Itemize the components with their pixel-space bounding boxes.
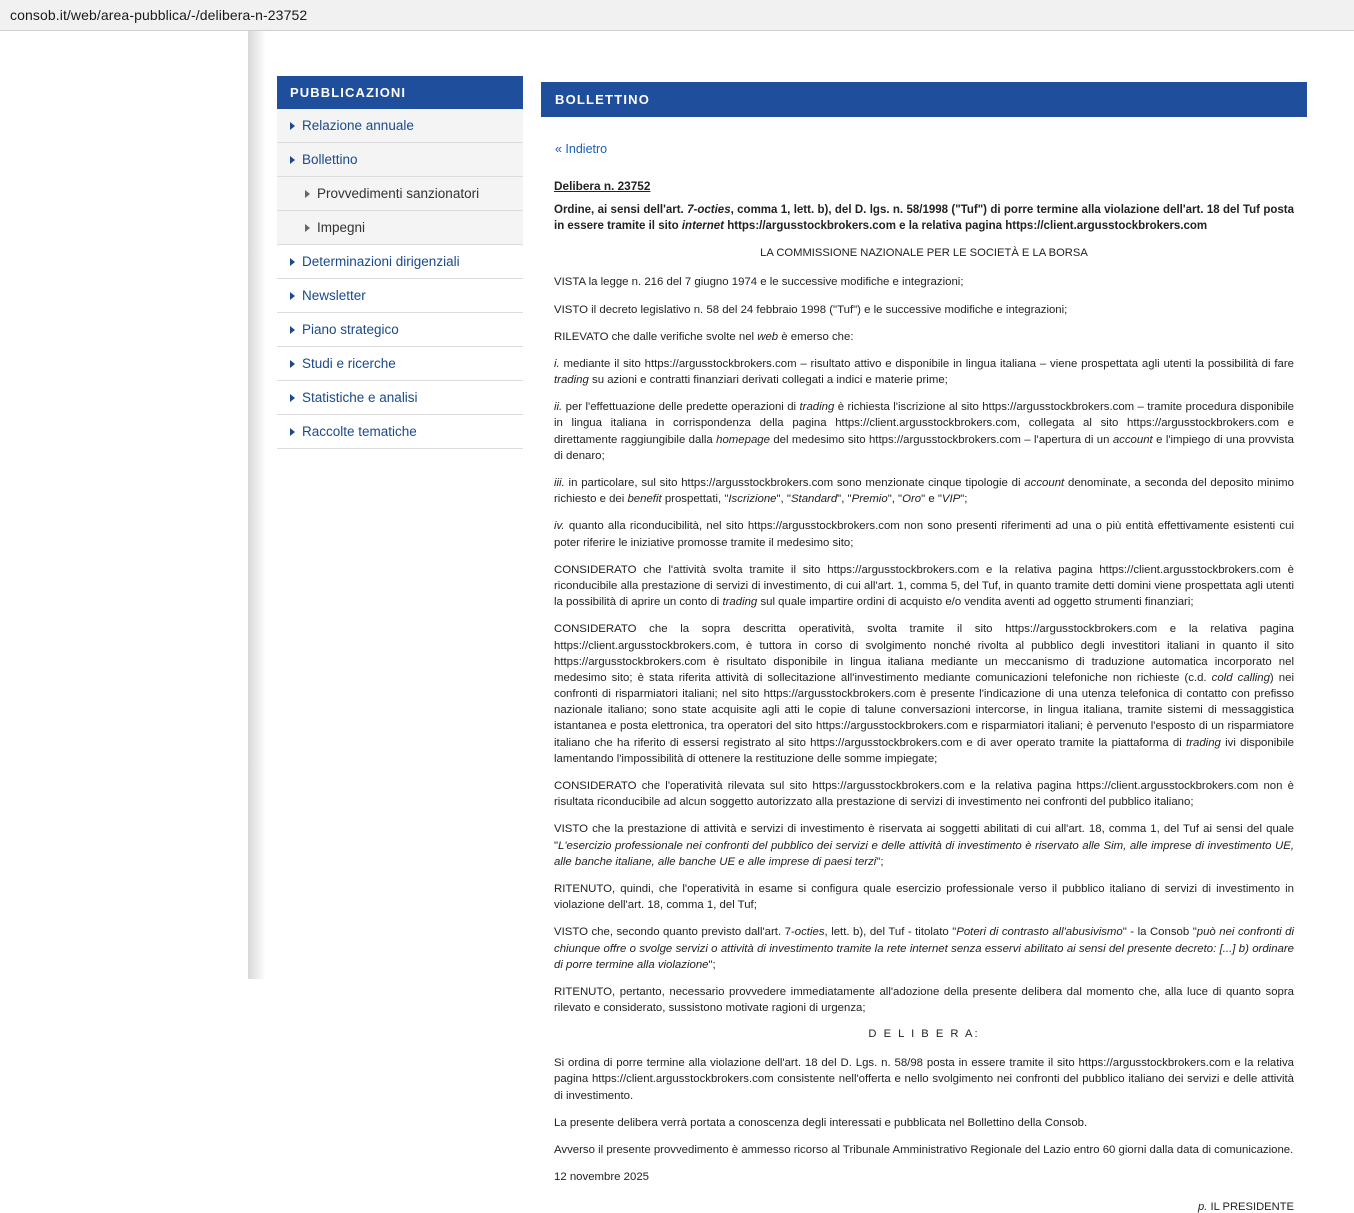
document-paragraph: RITENUTO, pertanto, necessario provvedere immediatamente all'adozione della presente delibera dal momento che, alla luce di quanto sopra rilevato e considerato, sussistono motivate ragioni di urgenza; xyxy=(554,985,1294,1015)
document-paragraph: VISTO il decreto legislativo n. 58 del 24 febbraio 1998 ("Tuf") e le successive modifiche e integrazioni; xyxy=(554,303,1068,316)
sidebar-item-label: Provvedimenti sanzionatori xyxy=(317,186,480,201)
document-paragraph: La presente delibera verrà portata a conoscenza degli interessati e pubblicata nel Bollettino della Consob. xyxy=(554,1116,1088,1129)
chevron-right-icon xyxy=(290,292,295,300)
page-edge-shadow xyxy=(248,31,266,979)
sidebar-item-impegni[interactable] xyxy=(277,211,523,245)
sidebar-item-studi-e-ricerche[interactable] xyxy=(277,347,523,381)
sidebar-item-bollettino[interactable] xyxy=(277,143,523,177)
sidebar-item-label: Piano strategico xyxy=(302,322,399,337)
sidebar-item-newsletter[interactable] xyxy=(277,279,523,313)
chevron-right-icon xyxy=(290,326,295,334)
chevron-right-icon xyxy=(290,394,295,402)
document-body xyxy=(554,178,1294,1185)
document-paragraph: iv. quanto alla riconducibilità, nel sito https://argusstockbrokers.com non sono presenti riferimenti ad una o più entità effettivamente esistenti cui poter riferire le iniziative promosse tramite il medesimo sito; xyxy=(554,520,1294,549)
sidebar-item-raccolte-tematiche[interactable] xyxy=(277,415,523,449)
sidebar-header: PUBBLICAZIONI xyxy=(277,76,523,109)
main-content xyxy=(541,82,1307,1213)
document-paragraph: CONSIDERATO che la sopra descritta operatività, svolta tramite il sito https://argusstockbrokers.com e la relativa pagina https://client.argusstockbrokers.com, è tuttora in corso di svolgimento nonché rivolta al pubblico degli investitori italiani in quanto il sito https://argusstockbrokers.com è risultato disponibile in lingua italiana mediante un meccanismo di traduzione automatica incorporato nel medesimo sito; è stata riferita attività di sollecitazione all'investimento mediante comunicazioni telefoniche non richieste (c.d. cold calling) nei confronti di risparmiatori italiani; nel sito https://argusstockbrokers.com è presente l'indicazione di una utenza telefonica di contatto con prefisso nazionale italiano; sono state acquisite agli atti le copie di talune conversazioni intercorse, in lingua italiana, tramite sistemi di messaggistica istantanea e posta elettronica, tra operatori del sito https://argusstockbrokers.com e risparmiatori italiani; è pervenuto l'esposto di un risparmiatore italiano che ha riferito di essersi registrato al sito https://argusstockbrokers.com e di aver operato tramite la piattaforma di trading ivi disponibile lamentando l'impossibilità di ottenere la restituzione delle somme impiegate; xyxy=(554,623,1294,765)
delibera-heading: D E L I B E R A: xyxy=(868,1028,980,1041)
sidebar-pubblicazioni xyxy=(277,76,523,449)
chevron-right-icon xyxy=(305,190,310,198)
document-paragraph: ii. per l'effettuazione delle predette operazioni di trading è richiesta l'iscrizione al sito https://argusstockbrokers.com – tramite procedura disponibile in lingua italiana in corrispondenza della pagina https://client.argusstockbrokers.com, collegata al sito https://argusstockbrokers.com e direttamente raggiungibile dalla homepage del medesimo sito https://argusstockbrokers.com – l'apertura di un account e l'impiego di una provvista di denaro; xyxy=(554,401,1295,462)
document-paragraph: Avverso il presente provvedimento è ammesso ricorso al Tribunale Amministrativo Regionale del Lazio entro 60 giorni dalla data di comunicazione. xyxy=(554,1143,1294,1156)
chevron-right-icon xyxy=(290,428,295,436)
back-link[interactable]: « Indietro xyxy=(555,142,608,156)
document-paragraph: Si ordina di porre termine alla violazione dell'art. 18 del D. Lgs. n. 58/98 posta in essere tramite il sito https://argusstockbrokers.com e la relativa pagina https://client.argusstockbrokers.com consistente nell'offerta e nello svolgimento nei confronti del pubblico italiano dei servizi e delle attività di investimento. xyxy=(554,1057,1294,1102)
content-header: BOLLETTINO xyxy=(541,82,1307,117)
sidebar-item-label: Raccolte tematiche xyxy=(302,424,417,439)
document-paragraph: CONSIDERATO che l'attività svolta tramite il sito https://argusstockbrokers.com e la relativa pagina https://client.argusstockbrokers.com è riconducibile alla prestazione di servizi di investimento, di cui all'art. 1, comma 5, del Tuf, in quanto tramite detti domini viene prospettata agli utenti la possibilità di aprire un conto di trading sul quale impartire ordini di acquisto e/o vendita aventi ad oggetto strumenti finanziari; xyxy=(554,563,1294,609)
document-subtitle: Ordine, ai sensi dell'art. 7-octies, comma 1, lett. b), del D. lgs. n. 58/1998 ("Tuf") di porre termine alla violazione dell'art. 18 del Tuf posta in essere tramite il sito internet https://argusstockbrokers.com e la relativa pagina https://client.argusstockbrokers.com xyxy=(554,203,1295,233)
document-paragraph: i. mediante il sito https://argusstockbrokers.com – risultato attivo e disponibile in lingua italiana – viene prospettata agli utenti la possibilità di fare trading su azioni e contratti finanziari derivati collegati a indici e materie prime; xyxy=(554,357,1294,387)
chevron-right-icon xyxy=(290,122,295,130)
document-paragraph: VISTO che, secondo quanto previsto dall'art. 7-octies, lett. b), del Tuf - titolato "Poteri di contrasto all'abusivismo" - la Consob "può nei confronti di chiunque offre o svolge servizi o attività di investimento tramite la rete internet senza esservi abilitato ai sensi del presente decreto: [...] b) ordinare di porre termine alla violazione"; xyxy=(554,926,1295,971)
browser-url-bar[interactable] xyxy=(0,0,1354,31)
document-paragraphs xyxy=(554,274,1294,1016)
sidebar-item-provvedimenti-sanzionatori[interactable] xyxy=(277,177,523,211)
document-signature: p. IL PRESIDENTE xyxy=(1198,1201,1294,1213)
sidebar-item-piano-strategico[interactable] xyxy=(277,313,523,347)
left-margin-band xyxy=(0,31,248,979)
document-paragraph: VISTO che la prestazione di attività e servizi di investimento è riservata ai soggetti abilitati di cui all'art. 18, comma 1, del Tuf ai sensi del quale "L'esercizio professionale nei confronti del pubblico dei servizi e delle attività di investimento è riservato alle Sim, alle imprese di investimento UE, alle banche italiane, alle banche UE e alle imprese di paesi terzi"; xyxy=(554,823,1294,868)
document-paragraph: RILEVATO che dalle verifiche svolte nel web è emerso che: xyxy=(554,330,854,343)
sidebar-item-relazione-annuale[interactable] xyxy=(277,109,523,143)
sidebar-item-label: Bollettino xyxy=(302,152,358,167)
chevron-right-icon xyxy=(290,156,295,164)
sidebar-item-label: Impegni xyxy=(317,220,366,235)
chevron-right-icon xyxy=(290,360,295,368)
commission-line: LA COMMISSIONE NAZIONALE PER LE SOCIETÀ E LA BORSA xyxy=(760,247,1088,260)
document-closing-paragraphs xyxy=(554,1055,1294,1158)
sidebar-item-statistiche-e-analisi[interactable] xyxy=(277,381,523,415)
url-text: consob.it/web/area-pubblica/-/delibera-n-23752 xyxy=(10,7,308,23)
sidebar-item-label: Studi e ricerche xyxy=(302,356,396,371)
page-canvas xyxy=(0,31,1354,1213)
sidebar-item-label: Relazione annuale xyxy=(302,118,414,133)
sidebar-item-determinazioni-dirigenziali[interactable] xyxy=(277,245,523,279)
document-paragraph: RITENUTO, quindi, che l'operatività in esame si configura quale esercizio professionale verso il pubblico italiano di servizi di investimento in violazione dell'art. 18, comma 1, del Tuf; xyxy=(554,882,1294,912)
sidebar-item-list xyxy=(277,109,523,449)
sidebar-item-label: Determinazioni dirigenziali xyxy=(302,254,460,269)
document-paragraph: iii. in particolare, sul sito https://argusstockbrokers.com sono menzionate cinque tipologie di account denominate, a seconda del deposito minimo richiesto e dei benefit prospettati, "Iscrizione", "Standard", "Premio", "Oro" e "VIP"; xyxy=(554,477,1294,506)
document-paragraph: VISTA la legge n. 216 del 7 giugno 1974 e le successive modifiche e integrazioni; xyxy=(554,276,964,289)
sidebar-item-label: Newsletter xyxy=(302,288,366,303)
document-title: Delibera n. 23752 xyxy=(554,179,651,193)
document-paragraph: CONSIDERATO che l'operatività rilevata sul sito https://argusstockbrokers.com e la relativa pagina https://client.argusstockbrokers.com non è risultata riconducibile ad alcun soggetto autorizzato alla prestazione di servizi di investimento nei confronti del pubblico italiano; xyxy=(554,780,1294,809)
document-date: 12 novembre 2025 xyxy=(554,1171,649,1184)
chevron-right-icon xyxy=(305,224,310,232)
chevron-right-icon xyxy=(290,258,295,266)
sidebar-item-label: Statistiche e analisi xyxy=(302,390,418,405)
